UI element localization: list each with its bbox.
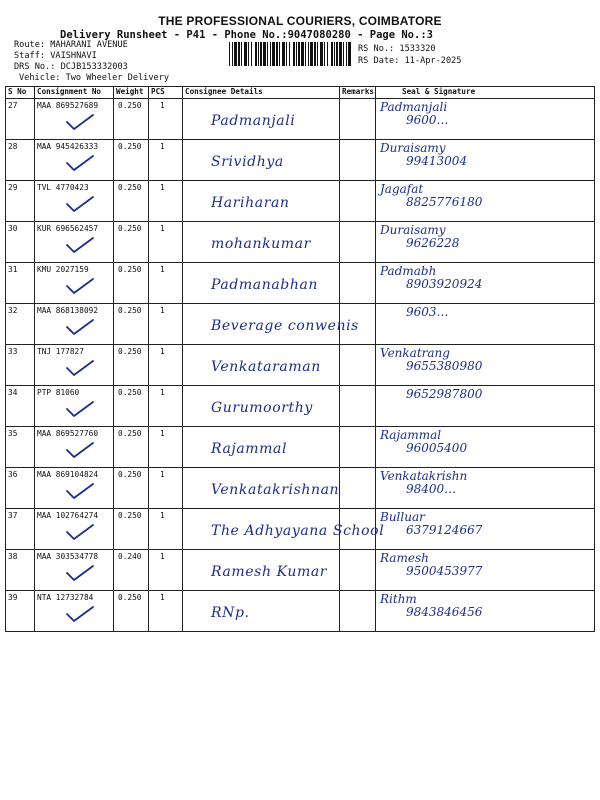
row-weight: 0.250 (118, 511, 142, 520)
row-consignment-no: MAA 102764274 (37, 511, 99, 520)
table-row (6, 222, 595, 263)
row-signature (380, 101, 449, 127)
row-consignment-no: KMU 2027159 (37, 265, 89, 274)
runsheet-title: Delivery Runsheet - P41 - Phone No.:9047080280 - Page No.:3 (60, 29, 433, 41)
tick-mark-icon (65, 562, 95, 582)
row-sno: 27 (8, 101, 18, 110)
tick-mark-icon (65, 521, 95, 541)
col-weight: Weight (114, 87, 149, 99)
row-consignee-handwritten: Gurumoorthy (211, 400, 313, 416)
row-consignee-handwritten: Venkataraman (211, 359, 321, 375)
drs-number: DRS No.: DCJB153332003 (14, 62, 128, 72)
row-remarks (340, 345, 376, 386)
row-pcs: 1 (160, 142, 165, 151)
table-row (6, 304, 595, 345)
signature-phone: 6379124667 (406, 523, 483, 537)
row-weight: 0.250 (118, 142, 142, 151)
row-sno: 35 (8, 429, 18, 438)
signature-phone: 9655380980 (406, 359, 483, 373)
row-remarks (340, 509, 376, 550)
signature-phone: 99413004 (406, 154, 468, 168)
row-signature (380, 224, 459, 250)
row-sno: 37 (8, 511, 18, 520)
table-row (6, 550, 595, 591)
table-row (6, 345, 595, 386)
row-signature (380, 470, 467, 496)
row-pcs: 1 (160, 224, 165, 233)
tick-mark-icon (65, 357, 95, 377)
rs-date: RS Date: 11-Apr-2025 (358, 56, 462, 66)
row-signature (380, 388, 482, 401)
signature-name: Rajammal (380, 428, 442, 442)
row-consignment-no: NTA 12732784 (37, 593, 94, 602)
signature-phone: 98400… (406, 482, 457, 496)
row-consignee-handwritten: RNp. (211, 605, 250, 621)
row-remarks (340, 140, 376, 181)
rs-number: RS No.: 1533320 (358, 44, 436, 54)
col-pcs: PCS (149, 87, 183, 99)
row-sno: 29 (8, 183, 18, 192)
table-row (6, 427, 595, 468)
signature-name: Duraisamy (380, 223, 446, 237)
row-pcs: 1 (160, 470, 165, 479)
row-weight: 0.250 (118, 593, 142, 602)
row-pcs: 1 (160, 101, 165, 110)
signature-phone: 8903920924 (406, 277, 483, 291)
tick-mark-icon (65, 603, 95, 623)
signature-phone: 9603… (406, 305, 449, 319)
signature-name: Venkatakrishn (380, 469, 468, 483)
row-remarks (340, 591, 376, 632)
signature-name: Duraisamy (380, 141, 446, 155)
row-pcs: 1 (160, 511, 165, 520)
row-consignee-handwritten: Padmanjali (211, 113, 296, 129)
row-remarks (340, 550, 376, 591)
tick-mark-icon (65, 275, 95, 295)
col-consignee: Consignee Details (183, 87, 340, 99)
row-weight: 0.250 (118, 470, 142, 479)
row-sno: 31 (8, 265, 18, 274)
row-consignee-handwritten: The Adhyayana School (211, 523, 385, 539)
row-consignee-handwritten: Padmanabhan (211, 277, 319, 293)
table-header-row (6, 87, 595, 99)
table-row (6, 140, 595, 181)
tick-mark-icon (65, 480, 95, 500)
row-pcs: 1 (160, 183, 165, 192)
row-signature (380, 183, 482, 209)
row-consignment-no: TNJ 177827 (37, 347, 84, 356)
table-row (6, 263, 595, 304)
row-consignee-handwritten: Hariharan (211, 195, 290, 211)
row-pcs: 1 (160, 429, 165, 438)
signature-name: Bulluar (380, 510, 425, 524)
row-pcs: 1 (160, 347, 165, 356)
row-signature (380, 347, 482, 373)
row-remarks (340, 181, 376, 222)
row-weight: 0.250 (118, 265, 142, 274)
row-consignee-handwritten: Venkatakrishnan (211, 482, 340, 498)
row-consignment-no: KUR 696562457 (37, 224, 99, 233)
row-consignment-no: MAA 303534778 (37, 552, 99, 561)
row-pcs: 1 (160, 552, 165, 561)
signature-name: Jagafat (380, 182, 424, 196)
row-consignment-no: MAA 945426333 (37, 142, 99, 151)
row-consignee-handwritten: Ramesh Kumar (211, 564, 328, 580)
col-signature: Seal & Signature (376, 87, 595, 99)
row-consignment-no: MAA 869104824 (37, 470, 99, 479)
row-sno: 30 (8, 224, 18, 233)
row-consignment-no: MAA 869527689 (37, 101, 99, 110)
vehicle-label: Vehicle: Two Wheeler Delivery (19, 73, 170, 83)
route-label: Route: MAHARANI AVENUE (14, 40, 128, 50)
row-remarks (340, 99, 376, 140)
col-sno: S No (6, 87, 35, 99)
tick-mark-icon (65, 234, 95, 254)
row-signature (380, 593, 482, 619)
row-weight: 0.250 (118, 306, 142, 315)
row-consignee-handwritten: mohankumar (211, 236, 311, 252)
row-weight: 0.250 (118, 429, 142, 438)
row-weight: 0.250 (118, 183, 142, 192)
signature-phone: 9500453977 (406, 564, 483, 578)
tick-mark-icon (65, 398, 95, 418)
row-pcs: 1 (160, 306, 165, 315)
table-row (6, 509, 595, 550)
signature-name: Padmanjali (380, 100, 448, 114)
row-weight: 0.250 (118, 224, 142, 233)
row-consignment-no: TVL 4770423 (37, 183, 89, 192)
row-signature (380, 429, 467, 455)
staff-label: Staff: VAISHNAVI (14, 51, 97, 61)
row-signature (380, 306, 449, 319)
table-row (6, 386, 595, 427)
row-consignment-no: MAA 869527760 (37, 429, 99, 438)
signature-phone: 96005400 (406, 441, 468, 455)
tick-mark-icon (65, 193, 95, 213)
row-remarks (340, 222, 376, 263)
signature-phone: 9626228 (406, 236, 460, 250)
row-consignee-handwritten: Beverage conwenis (211, 318, 359, 334)
row-remarks (340, 386, 376, 427)
row-weight: 0.240 (118, 552, 142, 561)
row-consignment-no: MAA 868138092 (37, 306, 99, 315)
row-sno: 36 (8, 470, 18, 479)
signature-name: Ramesh (380, 551, 429, 565)
table-row (6, 99, 595, 140)
row-sno: 39 (8, 593, 18, 602)
row-pcs: 1 (160, 265, 165, 274)
row-weight: 0.250 (118, 388, 142, 397)
tick-mark-icon (65, 316, 95, 336)
row-sno: 28 (8, 142, 18, 151)
row-consignment-no: PTP 81060 (37, 388, 80, 397)
row-sno: 38 (8, 552, 18, 561)
table-row (6, 468, 595, 509)
signature-name: Padmabh (380, 264, 437, 278)
row-sno: 32 (8, 306, 18, 315)
row-remarks (340, 427, 376, 468)
signature-name: Rithm (380, 592, 417, 606)
row-sno: 33 (8, 347, 18, 356)
tick-mark-icon (65, 152, 95, 172)
signature-phone: 8825776180 (406, 195, 483, 209)
company-title: THE PROFESSIONAL COURIERS, COIMBATORE (158, 14, 442, 28)
barcode-image (229, 42, 351, 66)
table-row (6, 181, 595, 222)
row-remarks (340, 263, 376, 304)
row-signature (380, 511, 482, 537)
row-pcs: 1 (160, 593, 165, 602)
signature-phone: 9652987800 (406, 387, 483, 401)
row-weight: 0.250 (118, 101, 142, 110)
row-sno: 34 (8, 388, 18, 397)
row-remarks (340, 304, 376, 345)
col-consignment: Consignment No (35, 87, 114, 99)
row-consignee-handwritten: Srividhya (211, 154, 284, 170)
signature-name: Venkatrang (380, 346, 450, 360)
row-remarks (340, 468, 376, 509)
tick-mark-icon (65, 111, 95, 131)
row-signature (380, 142, 467, 168)
tick-mark-icon (65, 439, 95, 459)
row-pcs: 1 (160, 388, 165, 397)
runsheet-table (5, 86, 595, 632)
row-weight: 0.250 (118, 347, 142, 356)
signature-phone: 9843846456 (406, 605, 483, 619)
col-remarks: Remarks (340, 87, 376, 99)
row-consignee-handwritten: Rajammal (211, 441, 288, 457)
signature-phone: 9600… (406, 113, 449, 127)
table-row (6, 591, 595, 632)
row-signature (380, 265, 482, 291)
row-signature (380, 552, 482, 578)
